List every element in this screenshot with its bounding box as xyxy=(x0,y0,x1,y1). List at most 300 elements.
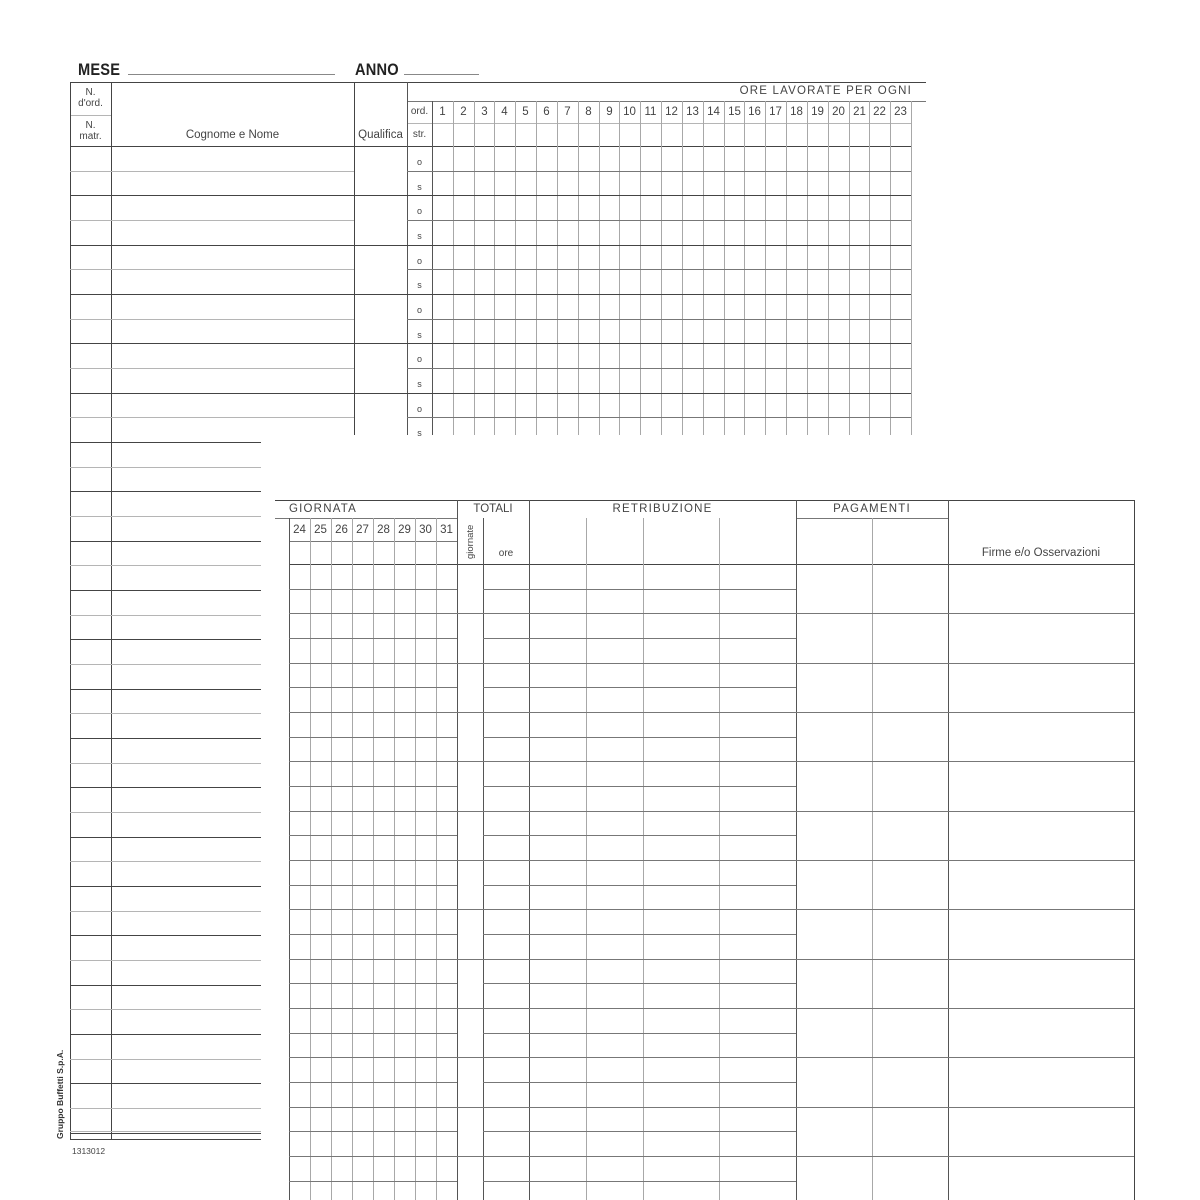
hours-cell-day-29[interactable] xyxy=(395,787,414,810)
hours-cell-day-25[interactable] xyxy=(311,1058,330,1081)
hours-cell-day-25[interactable] xyxy=(311,861,330,884)
payment-cell-1[interactable] xyxy=(797,565,871,612)
hours-cell-day-30[interactable] xyxy=(416,762,435,785)
hours-cell-day-28[interactable] xyxy=(374,935,393,958)
retribuzione-cell-1[interactable] xyxy=(530,762,585,785)
hours-cell-day-25[interactable] xyxy=(311,886,330,909)
hours-cell-day-25[interactable] xyxy=(311,713,330,736)
hours-cell-day-25[interactable] xyxy=(311,836,330,859)
hours-cell-day-25[interactable] xyxy=(311,590,330,613)
total-days-cell[interactable] xyxy=(458,664,482,711)
hours-cell-day-30[interactable] xyxy=(416,1009,435,1032)
retribuzione-cell-2[interactable] xyxy=(587,614,642,637)
hours-cell-day-31[interactable] xyxy=(437,713,456,736)
signature-cell[interactable] xyxy=(949,861,1133,908)
hours-cell-day-24[interactable] xyxy=(290,1083,309,1106)
hours-cell-day-30[interactable] xyxy=(416,1132,435,1155)
hours-cell-day-29[interactable] xyxy=(395,1009,414,1032)
hours-cell-day-30[interactable] xyxy=(416,910,435,933)
hours-cell-day-24[interactable] xyxy=(290,1108,309,1131)
hours-cell-day-30[interactable] xyxy=(416,590,435,613)
total-hours-cell[interactable] xyxy=(484,886,528,909)
retribuzione-cell-1[interactable] xyxy=(530,935,585,958)
hours-cell-day-25[interactable] xyxy=(311,1034,330,1057)
payment-cell-2[interactable] xyxy=(873,1157,947,1200)
retribuzione-cell-1[interactable] xyxy=(530,1132,585,1155)
hours-cell-day-27[interactable] xyxy=(353,960,372,983)
retribuzione-cell-4[interactable] xyxy=(720,836,795,859)
hours-cell-day-26[interactable] xyxy=(332,1108,351,1131)
hours-cell-day-30[interactable] xyxy=(416,812,435,835)
hours-cell-day-28[interactable] xyxy=(374,664,393,687)
retribuzione-cell-1[interactable] xyxy=(530,1009,585,1032)
hours-cell-day-24[interactable] xyxy=(290,1009,309,1032)
hours-cell-day-31[interactable] xyxy=(437,614,456,637)
payment-cell-2[interactable] xyxy=(873,812,947,859)
hours-cell-day-28[interactable] xyxy=(374,762,393,785)
retribuzione-cell-2[interactable] xyxy=(587,1108,642,1131)
retribuzione-cell-3[interactable] xyxy=(644,713,718,736)
retribuzione-cell-3[interactable] xyxy=(644,1083,718,1106)
retribuzione-cell-4[interactable] xyxy=(720,762,795,785)
payment-cell-2[interactable] xyxy=(873,713,947,760)
hours-cell-day-28[interactable] xyxy=(374,614,393,637)
retribuzione-cell-3[interactable] xyxy=(644,1009,718,1032)
hours-cell-day-31[interactable] xyxy=(437,1009,456,1032)
hours-cell-day-24[interactable] xyxy=(290,639,309,662)
retribuzione-cell-2[interactable] xyxy=(587,1034,642,1057)
total-hours-cell[interactable] xyxy=(484,688,528,711)
hours-cell-day-24[interactable] xyxy=(290,1157,309,1180)
retribuzione-cell-1[interactable] xyxy=(530,738,585,761)
hours-cell-day-26[interactable] xyxy=(332,1157,351,1180)
hours-cell-day-27[interactable] xyxy=(353,713,372,736)
hours-cell-day-26[interactable] xyxy=(332,960,351,983)
hours-cell-day-27[interactable] xyxy=(353,664,372,687)
hours-cell-day-29[interactable] xyxy=(395,812,414,835)
hours-cell-day-28[interactable] xyxy=(374,1108,393,1131)
hours-cell-day-30[interactable] xyxy=(416,738,435,761)
retribuzione-cell-2[interactable] xyxy=(587,762,642,785)
hours-cell-day-31[interactable] xyxy=(437,861,456,884)
retribuzione-cell-3[interactable] xyxy=(644,590,718,613)
retribuzione-cell-2[interactable] xyxy=(587,738,642,761)
hours-cell-day-25[interactable] xyxy=(311,910,330,933)
hours-cell-day-28[interactable] xyxy=(374,960,393,983)
retribuzione-cell-4[interactable] xyxy=(720,565,795,588)
retribuzione-cell-2[interactable] xyxy=(587,861,642,884)
hours-cell-day-31[interactable] xyxy=(437,1058,456,1081)
signature-cell[interactable] xyxy=(949,713,1133,760)
hours-cell-day-28[interactable] xyxy=(374,787,393,810)
retribuzione-cell-4[interactable] xyxy=(720,664,795,687)
retribuzione-cell-3[interactable] xyxy=(644,565,718,588)
retribuzione-cell-4[interactable] xyxy=(720,960,795,983)
hours-cell-day-30[interactable] xyxy=(416,960,435,983)
hours-cell-day-25[interactable] xyxy=(311,738,330,761)
payment-cell-2[interactable] xyxy=(873,1058,947,1105)
total-days-cell[interactable] xyxy=(458,1009,482,1056)
retribuzione-cell-4[interactable] xyxy=(720,688,795,711)
hours-cell-day-28[interactable] xyxy=(374,688,393,711)
hours-cell-day-29[interactable] xyxy=(395,664,414,687)
hours-cell-day-30[interactable] xyxy=(416,861,435,884)
hours-cell-day-25[interactable] xyxy=(311,1132,330,1155)
hours-cell-day-27[interactable] xyxy=(353,984,372,1007)
payment-cell-2[interactable] xyxy=(873,762,947,809)
hours-cell-day-31[interactable] xyxy=(437,1132,456,1155)
signature-cell[interactable] xyxy=(949,960,1133,1007)
retribuzione-cell-1[interactable] xyxy=(530,688,585,711)
hours-cell-day-29[interactable] xyxy=(395,1058,414,1081)
hours-cell-day-27[interactable] xyxy=(353,836,372,859)
hours-cell-day-29[interactable] xyxy=(395,861,414,884)
retribuzione-cell-1[interactable] xyxy=(530,1058,585,1081)
retribuzione-cell-2[interactable] xyxy=(587,960,642,983)
hours-cell-day-29[interactable] xyxy=(395,910,414,933)
retribuzione-cell-2[interactable] xyxy=(587,590,642,613)
hours-cell-day-24[interactable] xyxy=(290,812,309,835)
hours-cell-day-26[interactable] xyxy=(332,688,351,711)
retribuzione-cell-2[interactable] xyxy=(587,565,642,588)
hours-cell-day-26[interactable] xyxy=(332,664,351,687)
hours-cell-day-27[interactable] xyxy=(353,1058,372,1081)
hours-cell-day-26[interactable] xyxy=(332,590,351,613)
hours-cell-day-26[interactable] xyxy=(332,935,351,958)
hours-cell-day-30[interactable] xyxy=(416,1157,435,1180)
hours-cell-day-26[interactable] xyxy=(332,614,351,637)
total-hours-cell[interactable] xyxy=(484,1058,528,1081)
hours-cell-day-26[interactable] xyxy=(332,886,351,909)
payment-cell-1[interactable] xyxy=(797,861,871,908)
signature-cell[interactable] xyxy=(949,910,1133,957)
hours-cell-day-25[interactable] xyxy=(311,1108,330,1131)
retribuzione-cell-1[interactable] xyxy=(530,664,585,687)
hours-cell-day-24[interactable] xyxy=(290,1034,309,1057)
retribuzione-cell-1[interactable] xyxy=(530,1034,585,1057)
hours-cell-day-24[interactable] xyxy=(290,836,309,859)
retribuzione-cell-4[interactable] xyxy=(720,886,795,909)
hours-cell-day-27[interactable] xyxy=(353,614,372,637)
retribuzione-cell-3[interactable] xyxy=(644,614,718,637)
hours-cell-day-28[interactable] xyxy=(374,1034,393,1057)
signature-cell[interactable] xyxy=(949,664,1133,711)
hours-cell-day-30[interactable] xyxy=(416,1034,435,1057)
retribuzione-cell-1[interactable] xyxy=(530,984,585,1007)
retribuzione-cell-3[interactable] xyxy=(644,1108,718,1131)
hours-cell-day-31[interactable] xyxy=(437,762,456,785)
retribuzione-cell-3[interactable] xyxy=(644,886,718,909)
total-days-cell[interactable] xyxy=(458,713,482,760)
hours-cell-day-25[interactable] xyxy=(311,639,330,662)
hours-cell-day-26[interactable] xyxy=(332,713,351,736)
hours-cell-day-26[interactable] xyxy=(332,1083,351,1106)
retribuzione-cell-2[interactable] xyxy=(587,787,642,810)
total-hours-cell[interactable] xyxy=(484,762,528,785)
hours-cell-day-24[interactable] xyxy=(290,713,309,736)
total-days-cell[interactable] xyxy=(458,1058,482,1105)
hours-cell-day-29[interactable] xyxy=(395,762,414,785)
hours-cell-day-25[interactable] xyxy=(311,812,330,835)
hours-cell-day-27[interactable] xyxy=(353,935,372,958)
signature-cell[interactable] xyxy=(949,1009,1133,1056)
hours-cell-day-26[interactable] xyxy=(332,861,351,884)
payment-cell-2[interactable] xyxy=(873,960,947,1007)
hours-cell-day-27[interactable] xyxy=(353,590,372,613)
retribuzione-cell-1[interactable] xyxy=(530,1108,585,1131)
retribuzione-cell-2[interactable] xyxy=(587,935,642,958)
hours-cell-day-27[interactable] xyxy=(353,762,372,785)
hours-cell-day-27[interactable] xyxy=(353,861,372,884)
hours-cell-day-29[interactable] xyxy=(395,614,414,637)
retribuzione-cell-4[interactable] xyxy=(720,1157,795,1180)
hours-cell-day-31[interactable] xyxy=(437,565,456,588)
total-hours-cell[interactable] xyxy=(484,1083,528,1106)
hours-cell-day-29[interactable] xyxy=(395,1083,414,1106)
retribuzione-cell-1[interactable] xyxy=(530,861,585,884)
total-hours-cell[interactable] xyxy=(484,1132,528,1155)
total-days-cell[interactable] xyxy=(458,614,482,661)
retribuzione-cell-3[interactable] xyxy=(644,1157,718,1180)
total-hours-cell[interactable] xyxy=(484,787,528,810)
retribuzione-cell-1[interactable] xyxy=(530,713,585,736)
hours-cell-day-24[interactable] xyxy=(290,614,309,637)
hours-cell-day-24[interactable] xyxy=(290,590,309,613)
retribuzione-cell-1[interactable] xyxy=(530,1083,585,1106)
hours-cell-day-27[interactable] xyxy=(353,886,372,909)
hours-cell-day-27[interactable] xyxy=(353,1034,372,1057)
retribuzione-cell-2[interactable] xyxy=(587,713,642,736)
hours-cell-day-26[interactable] xyxy=(332,836,351,859)
hours-cell-day-30[interactable] xyxy=(416,713,435,736)
retribuzione-cell-3[interactable] xyxy=(644,738,718,761)
hours-cell-day-31[interactable] xyxy=(437,935,456,958)
hours-cell-day-29[interactable] xyxy=(395,1132,414,1155)
hours-cell-day-25[interactable] xyxy=(311,1009,330,1032)
signature-cell[interactable] xyxy=(949,614,1133,661)
hours-cell-day-27[interactable] xyxy=(353,1009,372,1032)
total-hours-cell[interactable] xyxy=(484,836,528,859)
hours-cell-day-29[interactable] xyxy=(395,984,414,1007)
hours-cell-day-30[interactable] xyxy=(416,1083,435,1106)
retribuzione-cell-1[interactable] xyxy=(530,565,585,588)
hours-cell-day-25[interactable] xyxy=(311,565,330,588)
retribuzione-cell-1[interactable] xyxy=(530,787,585,810)
retribuzione-cell-2[interactable] xyxy=(587,664,642,687)
hours-cell-day-31[interactable] xyxy=(437,688,456,711)
hours-cell-day-25[interactable] xyxy=(311,935,330,958)
retribuzione-cell-2[interactable] xyxy=(587,836,642,859)
payment-cell-1[interactable] xyxy=(797,614,871,661)
hours-cell-day-24[interactable] xyxy=(290,910,309,933)
hours-cell-day-30[interactable] xyxy=(416,886,435,909)
hours-cell-day-26[interactable] xyxy=(332,910,351,933)
total-hours-cell[interactable] xyxy=(484,738,528,761)
hours-cell-day-27[interactable] xyxy=(353,738,372,761)
signature-cell[interactable] xyxy=(949,1108,1133,1155)
total-days-cell[interactable] xyxy=(458,861,482,908)
retribuzione-cell-3[interactable] xyxy=(644,664,718,687)
retribuzione-cell-4[interactable] xyxy=(720,812,795,835)
retribuzione-cell-1[interactable] xyxy=(530,590,585,613)
payment-cell-2[interactable] xyxy=(873,565,947,612)
total-days-cell[interactable] xyxy=(458,910,482,957)
hours-cell-day-27[interactable] xyxy=(353,812,372,835)
retribuzione-cell-2[interactable] xyxy=(587,812,642,835)
hours-cell-day-29[interactable] xyxy=(395,886,414,909)
retribuzione-cell-3[interactable] xyxy=(644,935,718,958)
retribuzione-cell-1[interactable] xyxy=(530,639,585,662)
hours-cell-day-29[interactable] xyxy=(395,960,414,983)
total-days-cell[interactable] xyxy=(458,1157,482,1200)
total-hours-cell[interactable] xyxy=(484,812,528,835)
total-days-cell[interactable] xyxy=(458,1108,482,1155)
hours-cell-day-24[interactable] xyxy=(290,1132,309,1155)
hours-cell-day-29[interactable] xyxy=(395,738,414,761)
retribuzione-cell-3[interactable] xyxy=(644,861,718,884)
retribuzione-cell-1[interactable] xyxy=(530,960,585,983)
hours-cell-day-26[interactable] xyxy=(332,1034,351,1057)
hours-cell-day-27[interactable] xyxy=(353,1132,372,1155)
total-hours-cell[interactable] xyxy=(484,639,528,662)
hours-cell-day-25[interactable] xyxy=(311,614,330,637)
hours-cell-day-29[interactable] xyxy=(395,1034,414,1057)
retribuzione-cell-4[interactable] xyxy=(720,861,795,884)
total-hours-cell[interactable] xyxy=(484,935,528,958)
retribuzione-cell-4[interactable] xyxy=(720,614,795,637)
hours-cell-day-31[interactable] xyxy=(437,664,456,687)
payment-cell-1[interactable] xyxy=(797,812,871,859)
hours-cell-day-26[interactable] xyxy=(332,1009,351,1032)
payment-cell-1[interactable] xyxy=(797,910,871,957)
total-hours-cell[interactable] xyxy=(484,1009,528,1032)
retribuzione-cell-2[interactable] xyxy=(587,1058,642,1081)
hours-cell-day-30[interactable] xyxy=(416,565,435,588)
signature-cell[interactable] xyxy=(949,1157,1133,1200)
retribuzione-cell-2[interactable] xyxy=(587,984,642,1007)
signature-cell[interactable] xyxy=(949,812,1133,859)
retribuzione-cell-4[interactable] xyxy=(720,1058,795,1081)
hours-cell-day-29[interactable] xyxy=(395,565,414,588)
retribuzione-cell-4[interactable] xyxy=(720,787,795,810)
hours-cell-day-25[interactable] xyxy=(311,664,330,687)
hours-cell-day-31[interactable] xyxy=(437,886,456,909)
hours-cell-day-29[interactable] xyxy=(395,639,414,662)
hours-cell-day-27[interactable] xyxy=(353,910,372,933)
retribuzione-cell-4[interactable] xyxy=(720,738,795,761)
retribuzione-cell-2[interactable] xyxy=(587,1009,642,1032)
hours-cell-day-28[interactable] xyxy=(374,713,393,736)
hours-cell-day-28[interactable] xyxy=(374,812,393,835)
hours-cell-day-31[interactable] xyxy=(437,836,456,859)
hours-cell-day-24[interactable] xyxy=(290,738,309,761)
retribuzione-cell-3[interactable] xyxy=(644,787,718,810)
hours-cell-day-28[interactable] xyxy=(374,1083,393,1106)
retribuzione-cell-2[interactable] xyxy=(587,639,642,662)
hours-cell-day-30[interactable] xyxy=(416,836,435,859)
hours-cell-day-28[interactable] xyxy=(374,836,393,859)
retribuzione-cell-3[interactable] xyxy=(644,1034,718,1057)
total-days-cell[interactable] xyxy=(458,762,482,809)
hours-cell-day-29[interactable] xyxy=(395,590,414,613)
hours-cell-day-24[interactable] xyxy=(290,861,309,884)
hours-cell-day-27[interactable] xyxy=(353,1108,372,1131)
total-hours-cell[interactable] xyxy=(484,713,528,736)
total-hours-cell[interactable] xyxy=(484,861,528,884)
hours-cell-day-24[interactable] xyxy=(290,886,309,909)
hours-cell-day-28[interactable] xyxy=(374,984,393,1007)
retribuzione-cell-2[interactable] xyxy=(587,1083,642,1106)
hours-cell-day-31[interactable] xyxy=(437,1157,456,1180)
hours-cell-day-25[interactable] xyxy=(311,787,330,810)
retribuzione-cell-1[interactable] xyxy=(530,614,585,637)
total-hours-cell[interactable] xyxy=(484,565,528,588)
total-hours-cell[interactable] xyxy=(484,664,528,687)
retribuzione-cell-3[interactable] xyxy=(644,762,718,785)
hours-cell-day-28[interactable] xyxy=(374,1132,393,1155)
hours-cell-day-24[interactable] xyxy=(290,565,309,588)
retribuzione-cell-1[interactable] xyxy=(530,836,585,859)
hours-cell-day-27[interactable] xyxy=(353,1083,372,1106)
hours-cell-day-27[interactable] xyxy=(353,565,372,588)
payment-cell-1[interactable] xyxy=(797,960,871,1007)
hours-cell-day-24[interactable] xyxy=(290,960,309,983)
payment-cell-2[interactable] xyxy=(873,1108,947,1155)
payment-cell-1[interactable] xyxy=(797,713,871,760)
total-hours-cell[interactable] xyxy=(484,1034,528,1057)
retribuzione-cell-1[interactable] xyxy=(530,910,585,933)
retribuzione-cell-4[interactable] xyxy=(720,910,795,933)
total-hours-cell[interactable] xyxy=(484,1157,528,1180)
hours-cell-day-31[interactable] xyxy=(437,1083,456,1106)
hours-cell-day-26[interactable] xyxy=(332,984,351,1007)
total-hours-cell[interactable] xyxy=(484,960,528,983)
hours-cell-day-27[interactable] xyxy=(353,1157,372,1180)
hours-cell-day-25[interactable] xyxy=(311,688,330,711)
hours-cell-day-28[interactable] xyxy=(374,910,393,933)
hours-cell-day-24[interactable] xyxy=(290,984,309,1007)
hours-cell-day-28[interactable] xyxy=(374,639,393,662)
retribuzione-cell-2[interactable] xyxy=(587,1132,642,1155)
hours-cell-day-30[interactable] xyxy=(416,935,435,958)
payment-cell-1[interactable] xyxy=(797,1108,871,1155)
retribuzione-cell-3[interactable] xyxy=(644,1058,718,1081)
signature-cell[interactable] xyxy=(949,565,1133,612)
hours-cell-day-24[interactable] xyxy=(290,787,309,810)
payment-cell-2[interactable] xyxy=(873,614,947,661)
hours-cell-day-26[interactable] xyxy=(332,762,351,785)
retribuzione-cell-4[interactable] xyxy=(720,713,795,736)
hours-cell-day-28[interactable] xyxy=(374,1058,393,1081)
retribuzione-cell-1[interactable] xyxy=(530,886,585,909)
signature-cell[interactable] xyxy=(949,762,1133,809)
hours-cell-day-29[interactable] xyxy=(395,713,414,736)
hours-cell-day-29[interactable] xyxy=(395,1108,414,1131)
hours-cell-day-31[interactable] xyxy=(437,910,456,933)
hours-cell-day-29[interactable] xyxy=(395,935,414,958)
hours-cell-day-31[interactable] xyxy=(437,1108,456,1131)
hours-cell-day-30[interactable] xyxy=(416,1108,435,1131)
hours-cell-day-27[interactable] xyxy=(353,787,372,810)
hours-cell-day-31[interactable] xyxy=(437,787,456,810)
hours-cell-day-27[interactable] xyxy=(353,688,372,711)
retribuzione-cell-4[interactable] xyxy=(720,1108,795,1131)
hours-cell-day-31[interactable] xyxy=(437,984,456,1007)
retribuzione-cell-4[interactable] xyxy=(720,1009,795,1032)
payment-cell-2[interactable] xyxy=(873,910,947,957)
retribuzione-cell-1[interactable] xyxy=(530,812,585,835)
retribuzione-cell-3[interactable] xyxy=(644,984,718,1007)
